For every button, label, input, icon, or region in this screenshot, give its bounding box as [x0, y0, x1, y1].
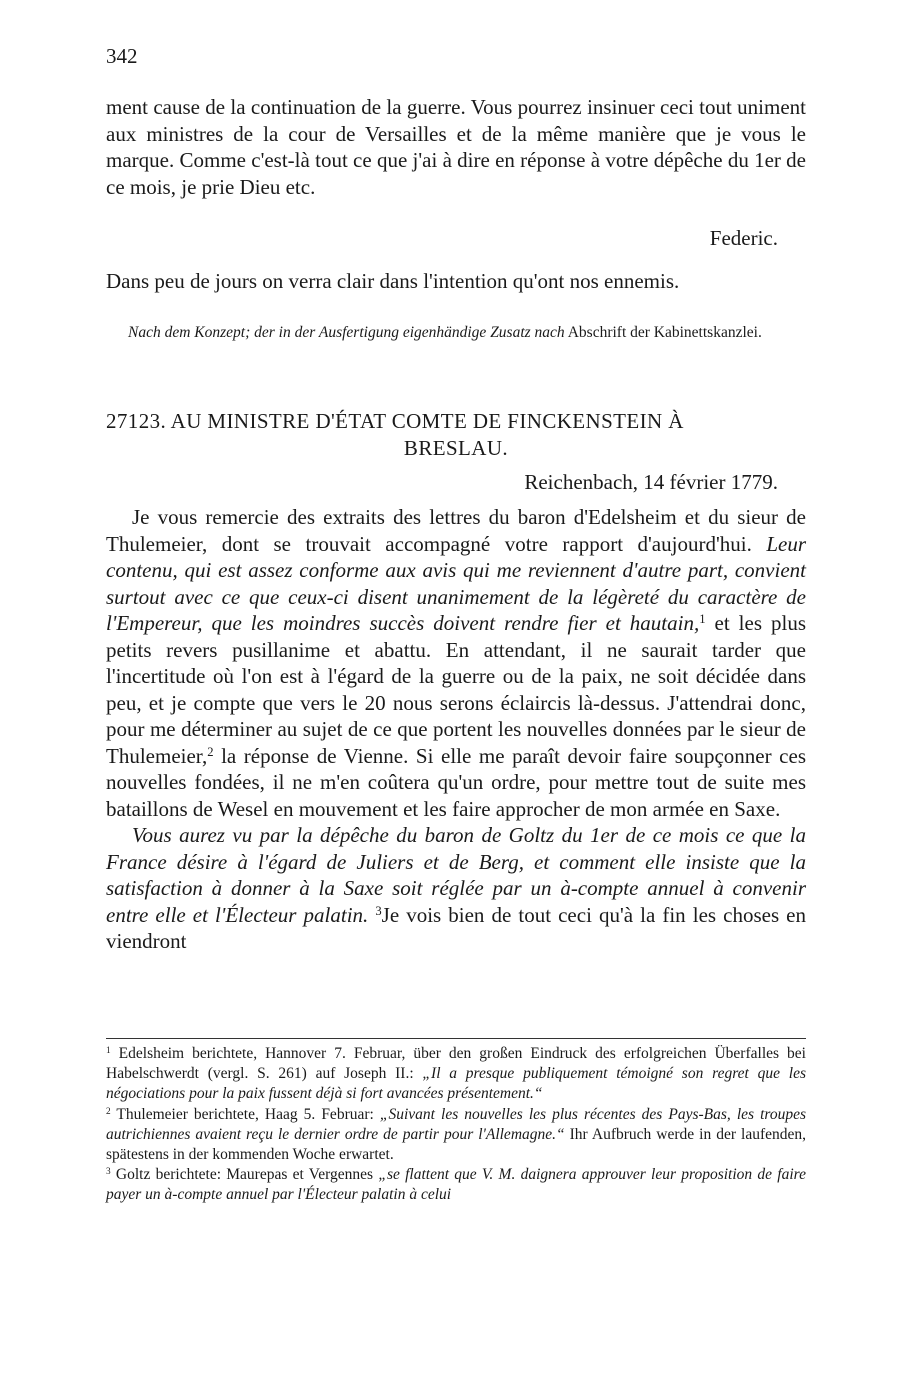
- para1-part-b: Leur contenu, qui est assez conforme aux avis qui me reviennent d'autre part, convient surtout avec ce que ceux-ci disent unanimement de la légèreté du caractère de l'Empereur, que les moindres succès doivent rendre fier et hautain,: [106, 531, 806, 635]
- footnote-3: [106, 1165, 806, 1205]
- footnote-ref-1: 1: [699, 612, 706, 627]
- source-note: [128, 322, 806, 343]
- footnote-1-text: Edelsheim berichtete, Hannover 7. Februar, über den großen Eindruck des erfolgreichen Überfalles bei Habelschwerdt (vergl. S. 261) auf Joseph II.:: [106, 1045, 806, 1083]
- para2-part-b: Je vois bien de tout ceci qu'à la fin les choses en viendront: [106, 902, 806, 953]
- letter-paragraph-2: [106, 822, 806, 955]
- source-note-roman: Abschrift der Kabinettskanzlei.: [567, 324, 762, 341]
- footnote-2-quote: „Suivant les nouvelles les plus récentes des Pays-Bas, les troupes autrichiennes avaient reçu le dernier ordre de partir pour l'Allemagne.“: [106, 1105, 807, 1143]
- para1-part-c: et les plus petits revers pusillanime et abattu. En attendant, il ne saurait tarder que l'incertitude où l'on est à l'égard de la guerre ou de la paix, ne soit décidée dans peu, et je compte que vers le 20 nous serons éclaircis là-dessus. J'attendrai donc, pour me déterminer au sujet de ce que portent les nouvelles données par le sieur de Thulemeier,: [106, 611, 806, 768]
- letter-body: [106, 504, 806, 955]
- footnote-2: [106, 1105, 806, 1166]
- footnote-3-text: Goltz berichtete: Maurepas et Vergennes: [115, 1166, 379, 1184]
- para1-part-d: la réponse de Vienne. Si elle me paraît devoir faire soupçonner ces nouvelles fondées, il ne m'en coûtera qu'un ordre, pour mettre tout de suite mes bataillons de Wesel en mouvement et les faire approcher de mon armée en Saxe.: [106, 743, 806, 821]
- source-note-italic: Nach dem Konzept; der in der Ausfertigung eigenhändige Zusatz nach: [128, 324, 565, 341]
- footnote-2-text: Thulemeier berichtete, Haag 5. Februar:: [116, 1105, 380, 1123]
- footnote-3-quote: „se flattent que V. M. daignera approuver leur proposition de faire payer un à-compte annuel par l'Électeur palatin à celui: [106, 1166, 807, 1204]
- heading-line-2: BRESLAU.: [403, 436, 509, 460]
- postscript: Dans peu de jours on verra clair dans l'intention qu'ont nos ennemis.: [106, 269, 680, 293]
- footnote-2-text-end: Ihr Aufbruch werde in der laufenden, spätestens in der kommenden Woche erwartet.: [106, 1125, 806, 1164]
- letter-paragraph-1: [106, 504, 806, 822]
- para2-part-a: Vous aurez vu par la dépêche du baron de Goltz du 1er de ce mois ce que la France désire à l'égard de Juliers et de Berg, et comment elle insiste que la satisfaction à donner à la Saxe soit réglée par un à-compte annuel à convenir entre elle et l'Électeur palatin.: [106, 823, 806, 927]
- place-and-date: Reichenbach, 14 février 1779.: [524, 470, 778, 494]
- heading-line-1: 27123. AU MINISTRE D'ÉTAT COMTE DE FINCKENSTEIN À: [106, 409, 684, 433]
- page-number: 342: [106, 44, 138, 68]
- footnote-1: [106, 1044, 806, 1105]
- signature: Federic.: [709, 226, 778, 250]
- para1-part-a: Je vous remercie des extraits des lettres du baron d'Edelsheim et du sieur de Thulemeier, dont se trouvait accompagné votre rapport d'aujourd'hui.: [106, 505, 806, 556]
- continuation-paragraph: ment cause de la continuation de la guerre. Vous pourrez insinuer ceci tout uniment aux ministres de la cour de Versailles et de la même manière que je vous le marque. Comme c'est-là tout ce que j'ai à dire en réponse à votre dépêche du 1er de ce mois, je prie Dieu etc.: [106, 95, 806, 199]
- footnote-1-number: 1: [106, 1045, 111, 1056]
- footnote-3-number: 3: [106, 1167, 111, 1178]
- footnote-ref-3: 3: [375, 903, 382, 918]
- footnote-1-quote: „Il a presque publiquement témoigné son regret que les négociations pour la paix fussent déjà si fort avancées présentement.“: [106, 1065, 806, 1103]
- document-heading: [106, 408, 806, 462]
- footnote-2-number: 2: [106, 1106, 111, 1117]
- footnote-rule: [106, 1038, 806, 1039]
- footnotes: [106, 1044, 806, 1206]
- footnote-ref-2: 2: [207, 744, 214, 759]
